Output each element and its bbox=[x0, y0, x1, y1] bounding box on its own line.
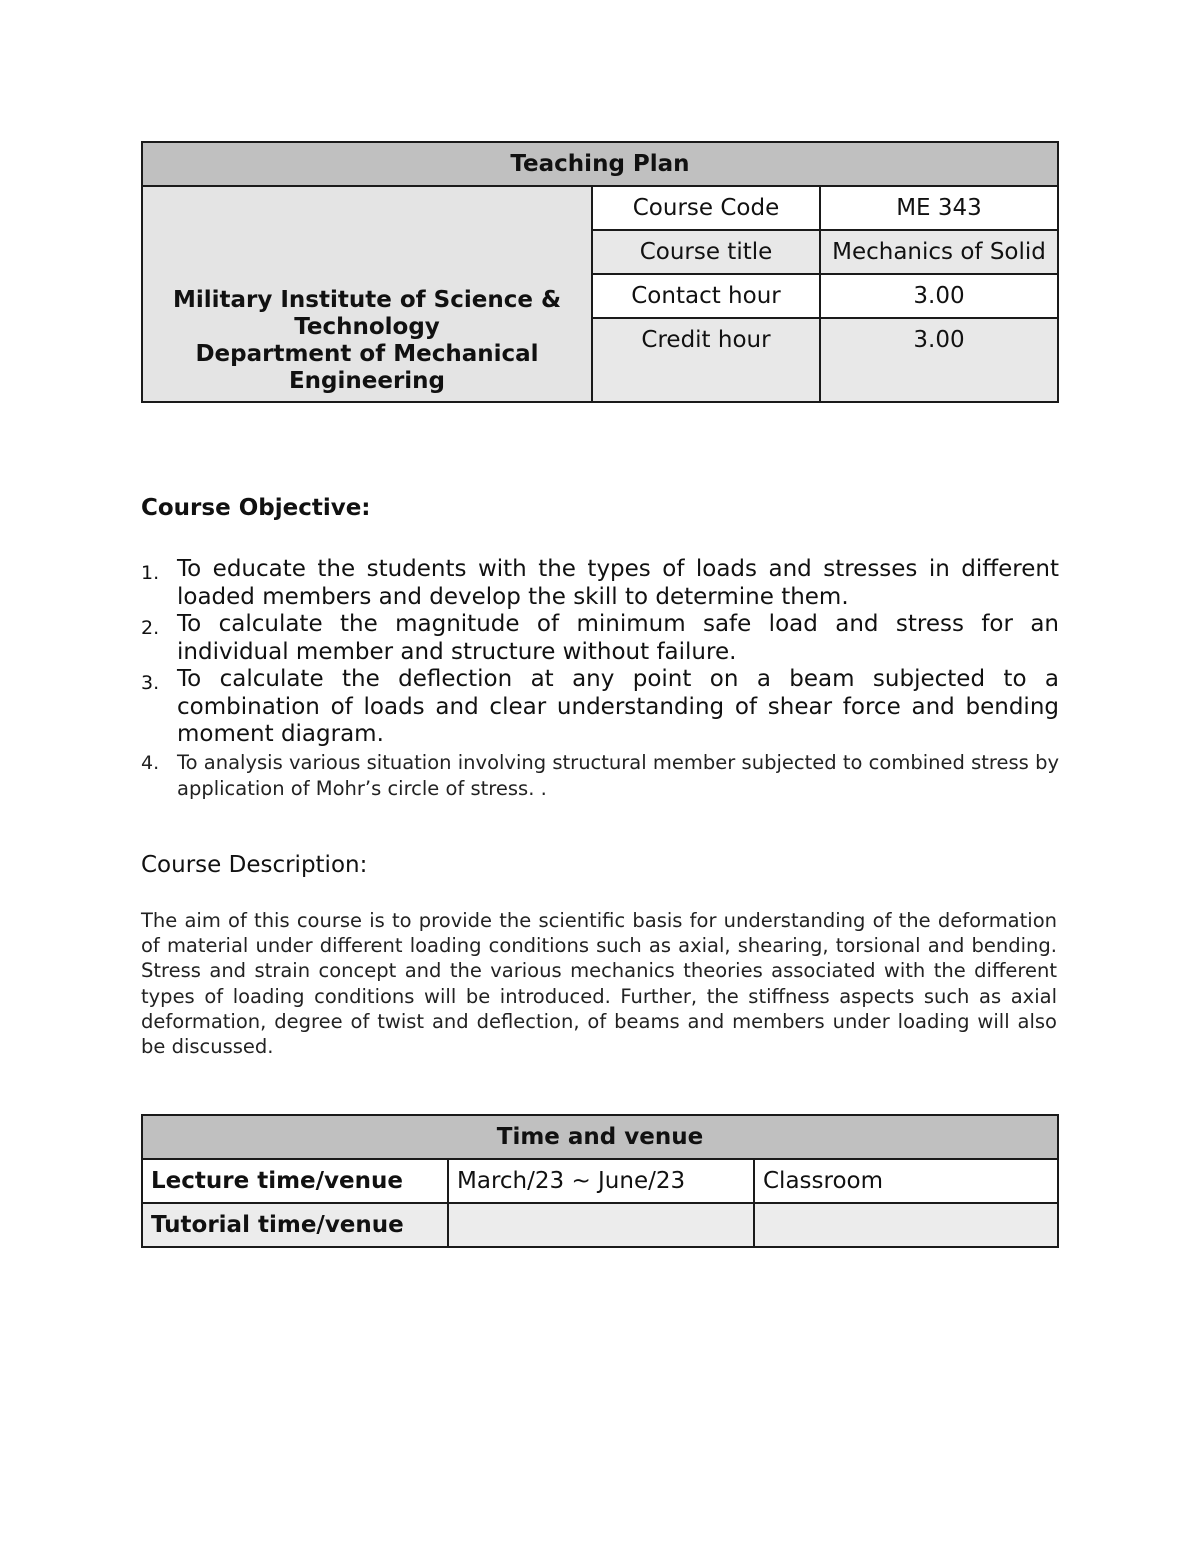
course-code-label: Course Code bbox=[592, 186, 820, 230]
objective-text: To calculate the magnitude of minimum safe load and stress for an individual member and structure without failure. bbox=[177, 611, 1059, 665]
contact-hour-value: 3.00 bbox=[820, 274, 1058, 318]
objective-list bbox=[141, 556, 1059, 802]
tutorial-label: Tutorial time/venue bbox=[142, 1203, 448, 1247]
lecture-time: March/23 ~ June/23 bbox=[448, 1159, 754, 1203]
credit-hour-value: 3.00 bbox=[820, 318, 1058, 402]
teaching-plan-title: Teaching Plan bbox=[142, 142, 1058, 186]
lecture-label: Lecture time/venue bbox=[142, 1159, 448, 1203]
objective-number: 2. bbox=[141, 617, 160, 639]
credit-hour-label: Credit hour bbox=[592, 318, 820, 402]
objective-number: 3. bbox=[141, 672, 160, 694]
institution-cell bbox=[142, 186, 592, 402]
tutorial-venue bbox=[754, 1203, 1058, 1247]
objective-text: To analysis various situation involving structural member subjected to combined stress by application of Mohr’s circle of stress. . bbox=[177, 750, 1059, 800]
course-description-text: The aim of this course is to provide the scientific basis for understanding of the deformation of material under different loading conditions such as axial, shearing, torsional and bending. Stress and strain concept and the various mechanics theories associated with the different types of loading conditions will be introduced. Further, the stiffness aspects such as axial deformation, degree of twist and deflection, of beams and members under loading will also be discussed. bbox=[141, 909, 1057, 1059]
objective-number: 4. bbox=[141, 751, 160, 774]
objective-item bbox=[141, 556, 1059, 611]
objective-text: To educate the students with the types of loads and stresses in different loaded members and develop the skill to determine them. bbox=[177, 556, 1059, 610]
institution-name: Military Institute of Science & Technology bbox=[172, 287, 562, 340]
time-venue-table bbox=[141, 1114, 1059, 1248]
objective-item bbox=[141, 611, 1059, 666]
tutorial-time bbox=[448, 1203, 754, 1247]
course-title-value: Mechanics of Solid bbox=[820, 230, 1058, 274]
lecture-venue: Classroom bbox=[754, 1159, 1058, 1203]
course-title-label: Course title bbox=[592, 230, 820, 274]
objective-number: 1. bbox=[141, 562, 160, 584]
course-code-value: ME 343 bbox=[820, 186, 1058, 230]
objective-text: To calculate the deflection at any point on a beam subjected to a combination of loads and clear understanding of shear force and bending moment diagram. bbox=[177, 666, 1059, 747]
teaching-plan-table bbox=[141, 141, 1059, 403]
course-objective-heading: Course Objective: bbox=[141, 495, 371, 521]
course-description-heading: Course Description: bbox=[141, 852, 368, 878]
objective-item bbox=[141, 666, 1059, 749]
time-venue-title: Time and venue bbox=[142, 1115, 1058, 1159]
objective-item bbox=[141, 750, 1059, 802]
department-name: Department of Mechanical Engineering bbox=[195, 341, 539, 394]
contact-hour-label: Contact hour bbox=[592, 274, 820, 318]
